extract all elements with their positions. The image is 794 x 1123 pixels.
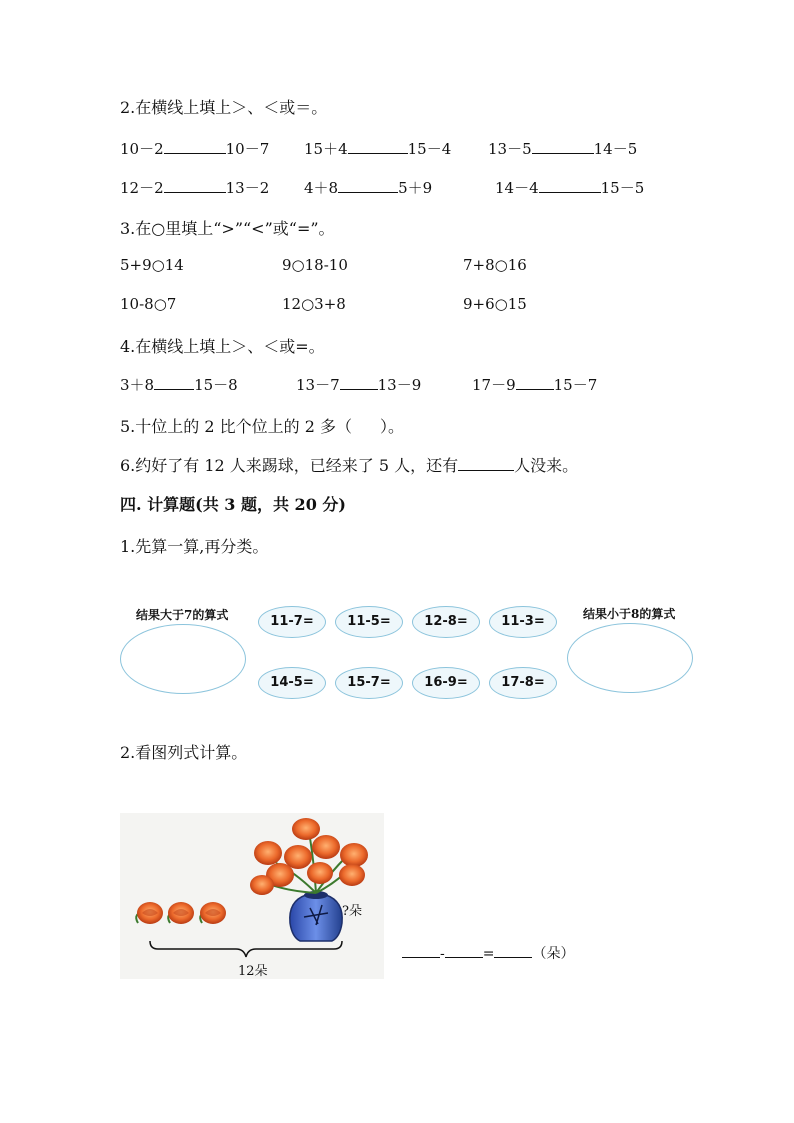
- q3-expr[interactable]: 9+6○15: [463, 295, 527, 313]
- expression-pill[interactable]: 14-5=: [258, 667, 326, 699]
- answer-blank[interactable]: [539, 178, 601, 193]
- bouquet-rose-icon: [250, 875, 274, 895]
- brace-icon: [150, 941, 342, 957]
- left-oval-label: 结果大于7的算式: [136, 608, 229, 622]
- q2-row1-item1: [120, 138, 269, 159]
- answer-blank[interactable]: [340, 375, 378, 390]
- q4-expr-left: 3＋8: [120, 376, 155, 394]
- q6-text-after: 人没来。: [514, 456, 579, 475]
- q2-row2-item3: [495, 177, 644, 198]
- q3-title: 3.在○里填上“>”“<”或“=”。: [120, 219, 335, 238]
- q4-item2: [296, 374, 421, 395]
- q2-expr-right: 15－4: [407, 140, 452, 158]
- q3-expr[interactable]: 7+8○16: [463, 256, 527, 274]
- q2-row1-item2: [304, 138, 451, 159]
- answer-blank[interactable]: [154, 375, 194, 390]
- bouquet-rose-icon: [307, 862, 333, 884]
- q2-row2-item1: [120, 177, 269, 198]
- answer-blank[interactable]: [516, 375, 554, 390]
- calc2-title: 2.看图列式计算。: [120, 743, 248, 762]
- q5-text-after: ）。: [379, 417, 404, 436]
- q4-item1: [120, 374, 238, 395]
- minus-sign: -: [440, 946, 445, 962]
- answer-blank[interactable]: [338, 178, 398, 193]
- q2-expr-right: 10－7: [225, 140, 270, 158]
- q5-text-before: 5.十位上的 2 比个位上的 2 多（: [120, 417, 352, 436]
- q4-expr-left: 13－7: [296, 376, 340, 394]
- q5-text: [120, 414, 404, 437]
- flower-picture: [120, 813, 384, 979]
- q2-expr-right: 5＋9: [398, 179, 433, 197]
- flower-illustration: [120, 813, 384, 979]
- expression-pill[interactable]: 15-7=: [335, 667, 403, 699]
- q4-expr-right: 15－7: [553, 376, 598, 394]
- vase-icon: [290, 891, 342, 941]
- q4-expr-left: 17－9: [472, 376, 516, 394]
- equals-sign: =: [482, 946, 495, 962]
- total-flowers-label: 12朵: [238, 964, 268, 979]
- bouquet-rose-icon: [292, 818, 320, 840]
- answer-blank[interactable]: [348, 139, 408, 154]
- q2-row1-item3: [488, 138, 637, 159]
- q6-text: [120, 453, 578, 476]
- left-answer-oval[interactable]: [120, 624, 246, 694]
- answer-blank[interactable]: [445, 943, 483, 958]
- q2-title: 2.在横线上填上＞、＜或＝。: [120, 98, 328, 117]
- bouquet-rose-icon: [339, 864, 365, 886]
- expression-pill[interactable]: 12-8=: [412, 606, 480, 638]
- q4-expr-right: 15－8: [194, 376, 238, 394]
- answer-blank[interactable]: [532, 139, 594, 154]
- q2-expr-left: 15＋4: [304, 140, 348, 158]
- calc2-answer-equation: [402, 943, 574, 963]
- loose-rose-icon: [136, 902, 163, 924]
- calc1-title: 1.先算一算,再分类。: [120, 537, 269, 556]
- expression-pill[interactable]: 16-9=: [412, 667, 480, 699]
- answer-blank[interactable]: [402, 943, 440, 958]
- answer-blank[interactable]: [458, 456, 514, 471]
- answer-blank[interactable]: [164, 178, 226, 193]
- q2-expr-left: 4＋8: [304, 179, 339, 197]
- q2-expr-right: 13－2: [225, 179, 270, 197]
- q2-expr-left: 14－4: [495, 179, 539, 197]
- q4-expr-right: 13－9: [377, 376, 422, 394]
- question-flowers-label: ?朵: [342, 904, 362, 919]
- expression-pill[interactable]: 11-3=: [489, 606, 557, 638]
- q3-expr[interactable]: 12○3+8: [282, 295, 346, 313]
- section-title: 四. 计算题(共 3 题，共 20 分): [120, 495, 346, 514]
- right-oval-label: 结果小于8的算式: [583, 607, 676, 621]
- bouquet-rose-icon: [340, 843, 368, 867]
- q4-title: 4.在横线上填上＞、＜或=。: [120, 337, 325, 356]
- unit-label: （朵）: [532, 946, 575, 962]
- answer-blank[interactable]: [164, 139, 226, 154]
- q6-text-before: 6.约好了有 12 人来踢球，已经来了 5 人，还有: [120, 456, 459, 475]
- loose-rose-icon: [168, 902, 194, 924]
- bouquet-rose-icon: [254, 841, 282, 865]
- q4-item3: [472, 374, 597, 395]
- expression-pill[interactable]: 17-8=: [489, 667, 557, 699]
- q2-expr-left: 12－2: [120, 179, 164, 197]
- q2-row2-item2: [304, 177, 432, 198]
- q2-expr-left: 13－5: [488, 140, 532, 158]
- q3-expr[interactable]: 9○18-10: [282, 256, 348, 274]
- q3-expr[interactable]: 10-8○7: [120, 295, 177, 313]
- q2-expr-right: 14－5: [593, 140, 638, 158]
- expression-pill[interactable]: 11-5=: [335, 606, 403, 638]
- answer-blank[interactable]: [494, 943, 532, 958]
- loose-rose-icon: [200, 902, 226, 924]
- expression-pill[interactable]: 11-7=: [258, 606, 326, 638]
- q2-expr-right: 15－5: [600, 179, 645, 197]
- right-answer-oval[interactable]: [567, 623, 693, 693]
- q2-expr-left: 10－2: [120, 140, 164, 158]
- q3-expr[interactable]: 5+9○14: [120, 256, 184, 274]
- bouquet-rose-icon: [312, 835, 340, 859]
